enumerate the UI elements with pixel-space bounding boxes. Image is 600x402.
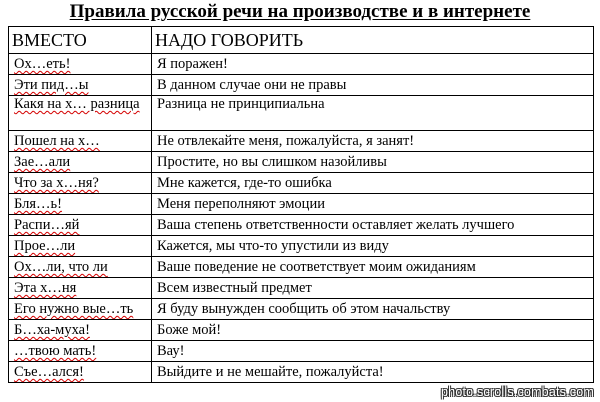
cell-instead-text: Зае…али [14, 154, 71, 170]
cell-say: Выйдите и не мешайте, пожалуйста! [152, 362, 594, 383]
header-instead: ВМЕСТО [9, 27, 152, 54]
cell-instead-text: Съе…ался! [14, 364, 84, 380]
cell-instead-text: Пошел на х… [14, 133, 100, 149]
table-header-row [9, 27, 594, 54]
cell-say: Ваше поведение не соответствует моим ожиданиям [152, 257, 594, 278]
cell-instead [9, 96, 152, 131]
cell-instead [9, 362, 152, 383]
cell-instead [9, 299, 152, 320]
table-row [9, 278, 594, 299]
table-row [9, 362, 594, 383]
cell-instead [9, 341, 152, 362]
cell-instead-text: Ох…еть! [14, 56, 71, 72]
cell-instead-text: Б…ха-муха! [14, 322, 90, 338]
cell-instead [9, 320, 152, 341]
cell-instead [9, 173, 152, 194]
cell-instead-text: Его нужно вые…ть [14, 301, 134, 317]
watermark: photo.scrolls.combats.com [441, 385, 594, 399]
table-row [9, 96, 594, 131]
cell-instead [9, 215, 152, 236]
cell-say: Простите, но вы слишком назойливы [152, 152, 594, 173]
rules-table [8, 26, 594, 383]
cell-instead-text: Прое…ли [14, 238, 76, 254]
table-row [9, 215, 594, 236]
cell-instead [9, 54, 152, 75]
table-row [9, 75, 594, 96]
cell-instead [9, 131, 152, 152]
cell-say: Мне кажется, где-то ошибка [152, 173, 594, 194]
table-row [9, 320, 594, 341]
cell-instead-text: Бля…ь! [14, 196, 62, 212]
page-title: Правила русской речи на производстве и в интернете [69, 1, 531, 22]
cell-say: Разница не принципиальна [152, 96, 594, 131]
table-row [9, 299, 594, 320]
table-row [9, 341, 594, 362]
cell-say: Всем известный предмет [152, 278, 594, 299]
header-say: НАДО ГОВОРИТЬ [152, 27, 594, 54]
cell-instead [9, 152, 152, 173]
table-row [9, 152, 594, 173]
table-row [9, 173, 594, 194]
cell-say: Я поражен! [152, 54, 594, 75]
table-row [9, 236, 594, 257]
table-row [9, 257, 594, 278]
cell-instead [9, 236, 152, 257]
cell-say: Меня переполняют эмоции [152, 194, 594, 215]
cell-instead-text: Распи…яй [14, 217, 80, 233]
table-row [9, 54, 594, 75]
table-row [9, 194, 594, 215]
cell-say: Я буду вынужден сообщить об этом начальству [152, 299, 594, 320]
cell-instead [9, 278, 152, 299]
cell-instead-text: Ох…ли, что ли [14, 259, 108, 275]
cell-instead-text: Что за х…ня? [14, 175, 99, 191]
cell-instead-text: Какя на х… разница [14, 96, 140, 112]
cell-say: Боже мой! [152, 320, 594, 341]
table-row [9, 131, 594, 152]
cell-instead-text: Эта х…ня [14, 280, 77, 296]
cell-instead [9, 257, 152, 278]
cell-say: Не отвлекайте меня, пожалуйста, я занят! [152, 131, 594, 152]
cell-instead-text: Эти пид…ы [14, 77, 89, 93]
cell-instead-text: …твою мать! [14, 343, 97, 359]
cell-say: Ваша степень ответственности оставляет желать лучшего [152, 215, 594, 236]
cell-instead [9, 75, 152, 96]
cell-say: Кажется, мы что-то упустили из виду [152, 236, 594, 257]
cell-instead [9, 194, 152, 215]
cell-say: Вау! [152, 341, 594, 362]
cell-say: В данном случае они не правы [152, 75, 594, 96]
